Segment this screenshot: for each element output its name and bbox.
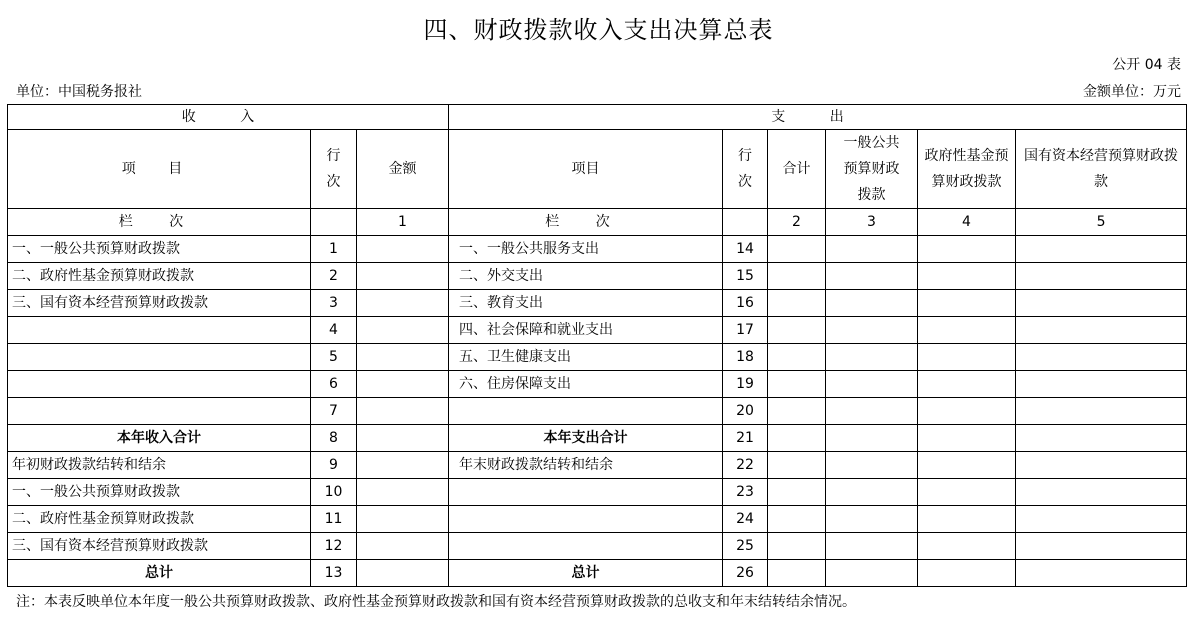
- income-row-no-header: 行次: [311, 130, 357, 209]
- expense-row-number: 21: [723, 425, 768, 452]
- general-budget-cell: [826, 560, 918, 587]
- general-budget-cell: [826, 344, 918, 371]
- income-item-label: 二、政府性基金预算财政拨款: [8, 263, 311, 290]
- table-row: [8, 479, 1187, 506]
- expense-item-label: 三、教育支出: [449, 290, 723, 317]
- header-section-row: [8, 105, 1187, 130]
- expense-lan-label: 栏 次: [449, 209, 723, 236]
- expense-row-number: 24: [723, 506, 768, 533]
- general-budget-cell: [826, 398, 918, 425]
- empty-cell: [723, 209, 768, 236]
- income-row-number: 6: [311, 371, 357, 398]
- income-section-header: 收 入: [8, 105, 449, 130]
- column-number-1: 1: [357, 209, 449, 236]
- income-amount-cell: [357, 479, 449, 506]
- expense-item-label: [449, 479, 723, 506]
- income-item-label: 年初财政拨款结转和结余: [8, 452, 311, 479]
- income-row-number: 9: [311, 452, 357, 479]
- table-row: [8, 452, 1187, 479]
- income-lan-label: 栏 次: [8, 209, 311, 236]
- fund-budget-cell: [918, 236, 1016, 263]
- page-title: 四、财政拨款收入支出决算总表: [423, 16, 774, 44]
- column-number-5: 5: [1016, 209, 1187, 236]
- expense-row-number: 19: [723, 371, 768, 398]
- fund-budget-cell: [918, 425, 1016, 452]
- income-row-number: 5: [311, 344, 357, 371]
- column-number-row: [8, 209, 1187, 236]
- expense-total-header: 合计: [768, 130, 826, 209]
- state-capital-cell: [1016, 371, 1187, 398]
- expense-item-label: [449, 533, 723, 560]
- fund-budget-header: 政府性基金预算财政拨款: [918, 130, 1016, 209]
- state-capital-cell: [1016, 452, 1187, 479]
- fund-budget-cell: [918, 344, 1016, 371]
- expense-item-label: 五、卫生健康支出: [449, 344, 723, 371]
- fund-budget-cell: [918, 371, 1016, 398]
- table-row: [8, 344, 1187, 371]
- expense-total-cell: [768, 398, 826, 425]
- fund-budget-cell: [918, 317, 1016, 344]
- reporting-unit: 单位：中国税务报社: [16, 84, 142, 100]
- income-item-label: [8, 344, 311, 371]
- income-row-number: 13: [311, 560, 357, 587]
- income-row-number: 1: [311, 236, 357, 263]
- expense-total-cell: [768, 290, 826, 317]
- fund-budget-cell: [918, 479, 1016, 506]
- income-row-number: 2: [311, 263, 357, 290]
- fund-budget-cell: [918, 263, 1016, 290]
- general-budget-cell: [826, 317, 918, 344]
- income-amount-cell: [357, 263, 449, 290]
- table-row: [8, 290, 1187, 317]
- income-amount-cell: [357, 344, 449, 371]
- income-row-number: 7: [311, 398, 357, 425]
- column-number-4: 4: [918, 209, 1016, 236]
- general-budget-cell: [826, 506, 918, 533]
- expense-total-cell: [768, 371, 826, 398]
- general-budget-cell: [826, 479, 918, 506]
- general-budget-cell: [826, 263, 918, 290]
- state-capital-cell: [1016, 425, 1187, 452]
- expense-item-label: 一、一般公共服务支出: [449, 236, 723, 263]
- expense-item-label: 二、外交支出: [449, 263, 723, 290]
- income-row-number: 10: [311, 479, 357, 506]
- fund-budget-cell: [918, 290, 1016, 317]
- expense-total-cell: [768, 452, 826, 479]
- table-row: [8, 506, 1187, 533]
- general-budget-cell: [826, 452, 918, 479]
- income-amount-cell: [357, 452, 449, 479]
- income-row-number: 8: [311, 425, 357, 452]
- expense-row-number: 20: [723, 398, 768, 425]
- expense-total-cell: [768, 236, 826, 263]
- income-row-number: 4: [311, 317, 357, 344]
- fund-budget-cell: [918, 506, 1016, 533]
- income-amount-cell: [357, 290, 449, 317]
- income-item-label: 一、一般公共预算财政拨款: [8, 236, 311, 263]
- state-capital-cell: [1016, 236, 1187, 263]
- table-row: [8, 263, 1187, 290]
- expense-total-cell: [768, 425, 826, 452]
- state-capital-cell: [1016, 263, 1187, 290]
- general-budget-header: 一般公共预算财政拨款: [826, 130, 918, 209]
- amount-unit: 金额单位：万元: [1083, 84, 1181, 100]
- state-capital-cell: [1016, 344, 1187, 371]
- expense-item-label: [449, 398, 723, 425]
- income-item-label: 总计: [8, 560, 311, 587]
- expense-total-cell: [768, 317, 826, 344]
- general-budget-cell: [826, 290, 918, 317]
- table-row: [8, 236, 1187, 263]
- footnote: 注：本表反映单位本年度一般公共预算财政拨款、政府性基金预算财政拨款和国有资本经营预算财政拨款的总收支和年末结转结余情况。: [16, 594, 856, 610]
- expense-row-number: 18: [723, 344, 768, 371]
- expense-item-label: 年末财政拨款结转和结余: [449, 452, 723, 479]
- form-code: 公开 04 表: [1112, 57, 1181, 73]
- state-capital-cell: [1016, 479, 1187, 506]
- expense-item-label: 四、社会保障和就业支出: [449, 317, 723, 344]
- expense-total-cell: [768, 560, 826, 587]
- expense-item-label: 总计: [449, 560, 723, 587]
- general-budget-cell: [826, 371, 918, 398]
- table-row: [8, 425, 1187, 452]
- expense-row-number: 15: [723, 263, 768, 290]
- expense-row-number: 14: [723, 236, 768, 263]
- expense-item-header: 项目: [449, 130, 723, 209]
- expense-total-cell: [768, 533, 826, 560]
- income-amount-cell: [357, 560, 449, 587]
- income-amount-cell: [357, 425, 449, 452]
- expense-row-number: 22: [723, 452, 768, 479]
- empty-cell: [311, 209, 357, 236]
- income-item-label: 三、国有资本经营预算财政拨款: [8, 290, 311, 317]
- income-amount-cell: [357, 398, 449, 425]
- income-amount-header: 金额: [357, 130, 449, 209]
- expense-row-no-header: 行次: [723, 130, 768, 209]
- income-item-label: [8, 317, 311, 344]
- state-capital-cell: [1016, 398, 1187, 425]
- fund-budget-cell: [918, 560, 1016, 587]
- expense-item-label: 六、住房保障支出: [449, 371, 723, 398]
- state-capital-cell: [1016, 560, 1187, 587]
- expense-row-number: 17: [723, 317, 768, 344]
- expense-total-cell: [768, 344, 826, 371]
- expense-item-label: [449, 506, 723, 533]
- general-budget-cell: [826, 425, 918, 452]
- state-capital-cell: [1016, 317, 1187, 344]
- income-row-number: 3: [311, 290, 357, 317]
- state-capital-cell: [1016, 506, 1187, 533]
- expense-row-number: 26: [723, 560, 768, 587]
- income-row-number: 12: [311, 533, 357, 560]
- column-number-3: 3: [826, 209, 918, 236]
- table-row: [8, 398, 1187, 425]
- budget-summary-table: [7, 104, 1187, 587]
- expense-item-label: 本年支出合计: [449, 425, 723, 452]
- table-row: [8, 560, 1187, 587]
- income-item-header: 项 目: [8, 130, 311, 209]
- table-row: [8, 317, 1187, 344]
- header-columns-row: [8, 130, 1187, 209]
- state-capital-cell: [1016, 533, 1187, 560]
- table-row: [8, 533, 1187, 560]
- income-amount-cell: [357, 371, 449, 398]
- general-budget-cell: [826, 533, 918, 560]
- fund-budget-cell: [918, 398, 1016, 425]
- expense-total-cell: [768, 506, 826, 533]
- income-row-number: 11: [311, 506, 357, 533]
- general-budget-cell: [826, 236, 918, 263]
- fund-budget-cell: [918, 533, 1016, 560]
- income-item-label: 一、一般公共预算财政拨款: [8, 479, 311, 506]
- income-item-label: [8, 371, 311, 398]
- income-amount-cell: [357, 533, 449, 560]
- expense-section-header: 支 出: [449, 105, 1187, 130]
- expense-row-number: 16: [723, 290, 768, 317]
- income-amount-cell: [357, 317, 449, 344]
- state-capital-header: 国有资本经营预算财政拨款: [1016, 130, 1187, 209]
- table-row: [8, 371, 1187, 398]
- fund-budget-cell: [918, 452, 1016, 479]
- expense-row-number: 25: [723, 533, 768, 560]
- column-number-2: 2: [768, 209, 826, 236]
- state-capital-cell: [1016, 290, 1187, 317]
- income-item-label: 三、国有资本经营预算财政拨款: [8, 533, 311, 560]
- income-amount-cell: [357, 236, 449, 263]
- expense-row-number: 23: [723, 479, 768, 506]
- income-amount-cell: [357, 506, 449, 533]
- income-item-label: 二、政府性基金预算财政拨款: [8, 506, 311, 533]
- income-item-label: [8, 398, 311, 425]
- expense-total-cell: [768, 479, 826, 506]
- income-item-label: 本年收入合计: [8, 425, 311, 452]
- expense-total-cell: [768, 263, 826, 290]
